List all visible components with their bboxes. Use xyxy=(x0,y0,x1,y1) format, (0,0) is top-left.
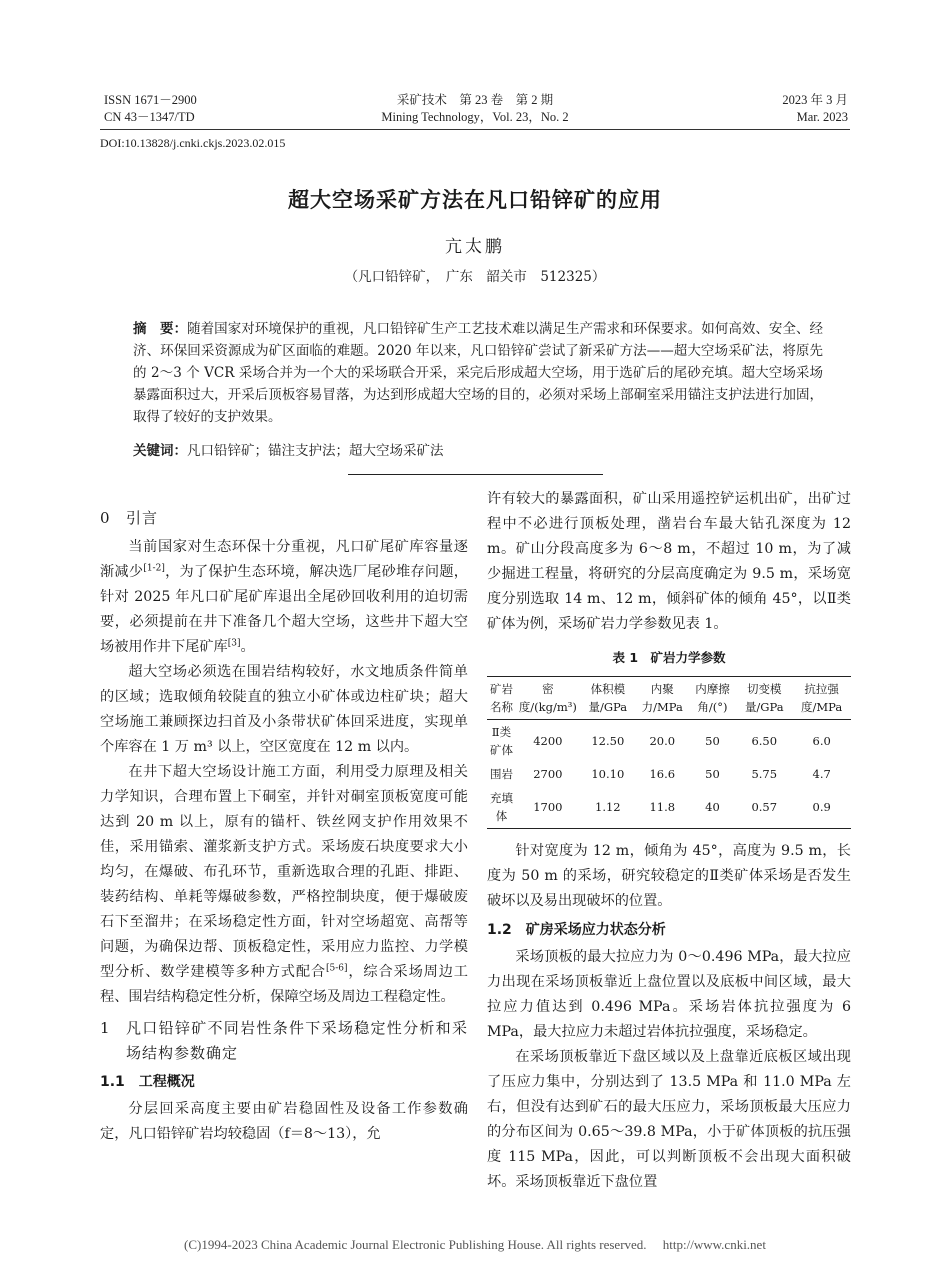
section-number: 1 xyxy=(100,1019,111,1037)
table-cell: 12.50 xyxy=(580,720,636,763)
table-cell: 1700 xyxy=(516,786,580,829)
table-cell: 16.6 xyxy=(649,767,676,781)
journal-name xyxy=(330,92,620,126)
copyright-footer: (C)1994-2023 China Academic Journal Electronic Publishing House. All rights reserved. http://www.cnki.net xyxy=(184,1237,766,1252)
paragraph: 分层回采高度主要由矿岩稳固性及设备工作参数确定，凡口铅锌矿岩均较稳固（f＝8～13），允 xyxy=(100,1101,468,1142)
table-cell: Ⅱ类矿体 xyxy=(487,720,516,763)
citation[interactable]: [5-6] xyxy=(325,963,348,974)
issue-date xyxy=(648,92,848,126)
table-cell: 40 xyxy=(689,786,737,829)
text-run: 当前国家对生态环保十分重视，凡口矿尾矿库容量逐渐减少 xyxy=(100,539,468,580)
affiliation: （凡口铅锌矿， 广东 韶关市 512325） xyxy=(344,269,606,285)
paragraph: 采场顶板的最大拉应力为 0～0.496 MPa，最大拉应力出现在采场顶板靠近上盘位置以及底板中间区域，最大拉应力值达到 0.496 MPa。采场岩体抗拉强度为 6 MPa，最大拉应力未超过岩体抗拉强度，采场稳定。 xyxy=(487,949,851,1040)
section-0-heading xyxy=(100,506,468,531)
citation[interactable]: [3] xyxy=(227,638,241,649)
keywords-text: 凡口铅锌矿；锚注支护法；超大空场采矿法 xyxy=(187,443,444,459)
table-cell: 10.10 xyxy=(591,767,625,781)
issue-date-en: Mar. 2023 xyxy=(796,110,848,124)
section-number: 0 xyxy=(100,509,111,527)
author: 亢太鹏 xyxy=(445,237,505,257)
table-header-cell: 切变模量/GPa xyxy=(736,677,792,720)
table-cell: 1.12 xyxy=(580,786,636,829)
table-cell: 2700 xyxy=(533,767,563,781)
text-run: ，为了保护生态环境，解决选厂尾砂堆存问题，针对 2025 年凡口矿尾矿库退出全尾砂回收利用的迫切需要，必须提前在井下准备几个超大空场，这些井下超大空场被用作井下尾矿库 xyxy=(100,564,468,655)
right-column xyxy=(487,487,851,1195)
issue-date-cn: 2023 年 3 月 xyxy=(782,93,848,107)
keywords-label: 关键词： xyxy=(133,443,187,459)
issn: ISSN 1671－2900 xyxy=(104,93,197,107)
paragraph xyxy=(100,760,468,1010)
table-row xyxy=(487,786,851,829)
abstract-divider xyxy=(348,474,603,475)
table-caption: 表 1 矿岩力学参数 xyxy=(612,650,726,665)
table-cell: 50 xyxy=(689,720,737,763)
table-row xyxy=(487,720,851,763)
keywords xyxy=(133,440,823,462)
abstract xyxy=(133,318,823,428)
table-header-cell: 抗拉强度/MPa xyxy=(792,677,851,720)
paragraph xyxy=(100,535,468,660)
cn-number: CN 43－1347/TD xyxy=(104,110,195,124)
table-cell: 50 xyxy=(705,767,720,781)
table-cell: 4.7 xyxy=(812,767,831,781)
table-header-row xyxy=(487,677,851,720)
table-cell: 0.57 xyxy=(736,786,792,829)
journal-identifiers xyxy=(104,92,364,126)
text-run: ，综合采场周边工程、围岩结构稳定性分析，保障空场及周边工程稳定性。 xyxy=(100,964,468,1005)
table-header-cell: 内摩擦角/(°) xyxy=(689,677,737,720)
paragraph: 超大空场必须选在围岩结构较好，水文地质条件简单的区域；选取倾角较陡直的独立小矿体或边柱矿块；超大空场施工兼顾探边扫首及小条带状矿体回采进度，实现单个库容在 1 万 m³ 以上，空区宽度在 12 m 以内。 xyxy=(100,664,468,755)
table-cell: 4200 xyxy=(516,720,580,763)
citation[interactable]: [1-2] xyxy=(143,563,165,574)
section-1-heading xyxy=(100,1016,468,1066)
table-cell: 0.9 xyxy=(792,786,851,829)
paragraph: 许有较大的暴露面积，矿山采用遥控铲运机出矿，出矿过程中不必进行顶板处理，凿岩台车最大钻孔深度为 12 m。矿山分段高度多为 6～8 m，不超过 10 m，为了减少掘进工程量，将研究的分层高度确定为 9.5 m，采场宽度分别选取 14 m、12 m，倾斜矿体的倾角 45°，以Ⅱ类矿体为例，采场矿岩力学参数见表 1。 xyxy=(487,491,851,632)
left-column xyxy=(100,500,468,1147)
table-cell: 5.75 xyxy=(751,767,778,781)
rock-parameters-table xyxy=(487,676,851,829)
table-row xyxy=(487,762,851,786)
table-cell: 6.50 xyxy=(736,720,792,763)
table-header-cell: 矿岩名称 xyxy=(487,677,516,720)
table-cell: 充填体 xyxy=(487,786,516,829)
section-title: 凡口铅锌矿不同岩性条件下采场稳定性分析和采场结构参数确定 xyxy=(126,1019,468,1062)
doi[interactable]: DOI:10.13828/j.cnki.ckjs.2023.02.015 xyxy=(100,136,286,150)
table-header-cell: 内聚力/MPa xyxy=(636,677,689,720)
paper-title: 超大空场采矿方法在凡口铅锌矿的应用 xyxy=(288,188,662,212)
table-cell: 围岩 xyxy=(489,767,513,781)
subsection-1-1-heading: 1.1 工程概况 xyxy=(100,1074,195,1090)
paragraph: 针对宽度为 12 m，倾角为 45°，高度为 9.5 m，长度为 50 m 的采场，研究较稳定的Ⅱ类矿体采场是否发生破坏以及易出现破坏的位置。 xyxy=(487,843,851,909)
journal-name-en: Mining Technology，Vol. 23，No. 2 xyxy=(381,110,569,124)
table-cell: 20.0 xyxy=(636,720,689,763)
section-title: 引言 xyxy=(126,509,159,527)
table-cell: 11.8 xyxy=(636,786,689,829)
paragraph: 在采场顶板靠近下盘区域以及上盘靠近底板区域出现了压应力集中，分别达到了 13.5 MPa 和 11.0 MPa 左右，但没有达到矿石的最大压应力，采场顶板最大压应力的分布区间为 0.65～39.8 MPa，小于矿体顶板的抗压强度 115 MPa，因此，可以判断顶板不会出现大面积破坏。采场顶板靠近下盘位置 xyxy=(487,1049,851,1190)
table-cell: 6.0 xyxy=(792,720,851,763)
header-rule xyxy=(100,129,850,130)
text-run: 在井下超大空场设计施工方面，利用受力原理及相关力学知识，合理布置上下硐室，并针对硐室顶板宽度可能达到 20 m 以上，原有的锚杆、铁丝网支护作用效果不佳，采用锚索、灌浆新支护方式。采场废石块度要求大小均匀，在爆破、布孔环节，重新选取合理的孔距、排距、装药结构、单耗等爆破参数，严格控制块度，便于爆破废石下至溜井；在采场稳定性方面，针对空场超宽、高帮等问题，为确保边帮、顶板稳定性，采用应力监控、力学模型分析、数学建模等多种方式配合 xyxy=(100,764,468,980)
abstract-text: 随着国家对环境保护的重视，凡口铅锌矿生产工艺技术难以满足生产需求和环保要求。如何高效、安全、经济、环保回采资源成为矿区面临的难题。2020 年以来，凡口铅锌矿尝试了新采矿方法——超大空场采矿法，将原先的 2～3 个 VCR 采场合并为一个大的采场联合开采，采完后形成超大空场，用于选矿后的尾砂充填。超大空场采场暴露面积过大，开采后顶板容易冒落，为达到形成超大空场的目的，必须对采场上部硐室采用锚注支护法进行加固，取得了较好的支护效果。 xyxy=(133,321,824,425)
subsection-1-2-heading: 1.2 矿房采场应力状态分析 xyxy=(487,922,666,938)
table-header-cell: 密度/(kg/m³) xyxy=(516,677,580,720)
journal-name-cn: 采矿技术 第 23 卷 第 2 期 xyxy=(396,93,554,107)
text-run: 。 xyxy=(240,639,255,655)
table-header-cell: 体积模量/GPa xyxy=(580,677,636,720)
abstract-label: 摘 要： xyxy=(133,321,188,337)
